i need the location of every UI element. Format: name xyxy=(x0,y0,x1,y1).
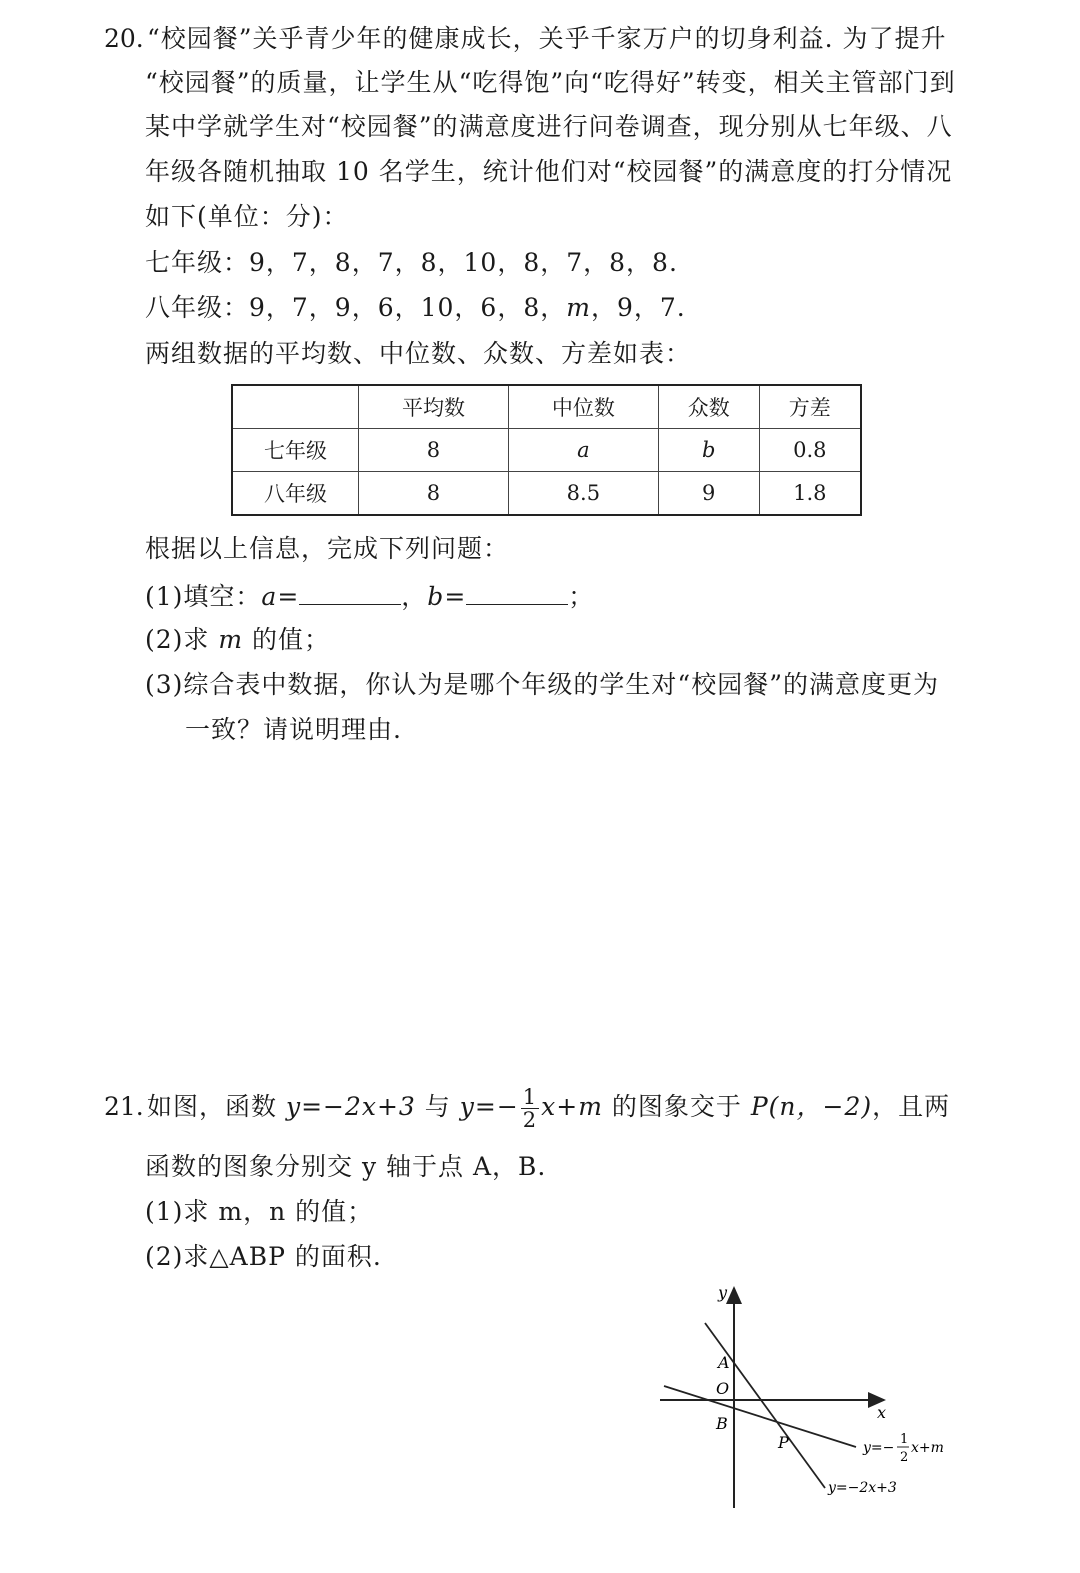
var-a: a xyxy=(261,582,278,611)
label-line2: y=−2x+3 xyxy=(828,1480,897,1496)
table-header-row xyxy=(232,385,861,429)
q21-number: 21. xyxy=(104,1092,144,1121)
q20-stem-line-4: 年级各随机抽取 10 名学生，统计他们对“校园餐”的满意度的打分情况 xyxy=(145,157,953,186)
fraction-numerator: 1 xyxy=(522,1085,538,1109)
table-cell: 1.8 xyxy=(759,472,861,516)
var-m: m xyxy=(218,625,244,654)
table-cell: 9 xyxy=(658,472,759,516)
table-header-cell: 中位数 xyxy=(508,385,658,429)
label-point-p: P xyxy=(778,1433,789,1452)
table-cell: 8.5 xyxy=(508,472,658,516)
table-header-cell xyxy=(232,385,359,429)
stats-table xyxy=(231,384,862,516)
label-line1-start: y=− xyxy=(863,1440,895,1456)
q20-number: 20. xyxy=(104,24,144,53)
function-graph-figure xyxy=(650,1280,970,1520)
q21-stem-line-2: 函数的图象分别交 y 轴于点 A，B. xyxy=(145,1152,547,1181)
table-cell: b xyxy=(658,429,759,472)
equation-2-end: x+m xyxy=(541,1092,603,1121)
table-row xyxy=(232,472,861,516)
label-line1-frac-den: 2 xyxy=(900,1450,909,1465)
table-cell: 七年级 xyxy=(232,429,359,472)
point-p: P(n，−2) xyxy=(750,1092,873,1121)
table-cell: 0.8 xyxy=(759,429,861,472)
q21-text-a: 如图，函数 xyxy=(147,1092,286,1121)
part3-line-2: 一致？请说明理由. xyxy=(185,715,402,744)
answer-blank-b[interactable] xyxy=(466,578,568,605)
answer-blank-a[interactable] xyxy=(299,578,401,605)
grade8-data-prefix: 八年级：9，7，9，6，10，6，8， xyxy=(145,293,567,322)
label-origin-o: O xyxy=(716,1379,730,1398)
label-line1-frac-num: 1 xyxy=(900,1432,909,1447)
q20-stem-line-2: “校园餐”的质量，让学生从“吃得饱”向“吃得好”转变，相关主管部门到 xyxy=(145,68,956,97)
table-cell: 8 xyxy=(359,429,509,472)
equals: = xyxy=(444,582,467,611)
grade8-data xyxy=(145,291,686,325)
part2 xyxy=(145,623,330,657)
table-row xyxy=(232,429,861,472)
q21-text-d: ，且两 xyxy=(872,1092,951,1121)
line-y-eq-neg-half-x-plus-m xyxy=(664,1386,856,1447)
instructions: 根据以上信息，完成下列问题： xyxy=(145,534,510,563)
fraction-one-half xyxy=(521,1086,539,1131)
table-header-cell: 众数 xyxy=(658,385,759,429)
q21-stem-line-1 xyxy=(147,1078,950,1136)
label-x-axis: x xyxy=(877,1403,887,1422)
table-cell: 8 xyxy=(359,472,509,516)
table-intro: 两组数据的平均数、中位数、众数、方差如表： xyxy=(145,339,692,368)
label-point-a: A xyxy=(718,1353,730,1372)
fraction-denominator: 2 xyxy=(522,1108,538,1132)
equals: = xyxy=(277,582,300,611)
q20-stem-line-5: 如下(单位：分)： xyxy=(145,202,349,231)
label-y-axis: y xyxy=(718,1283,728,1302)
part3-line-1: (3)综合表中数据，你认为是哪个年级的学生对“校园餐”的满意度更为 xyxy=(145,670,939,699)
grade8-data-suffix: ，9，7. xyxy=(590,293,686,322)
q20-stem-line-1: “校园餐”关乎青少年的健康成长，关乎千家万户的切身利益. 为了提升 xyxy=(147,24,947,53)
grade7-data: 七年级：9，7，8，7，8，10，8，7，8，8. xyxy=(145,248,678,277)
label-point-b: B xyxy=(716,1414,728,1433)
separator: ， xyxy=(401,582,428,611)
equation-2-start: y=− xyxy=(459,1092,519,1121)
var-b: b xyxy=(427,582,445,611)
q21-part2: (2)求△ABP 的面积. xyxy=(145,1242,382,1271)
q21-text-c: 的图象交于 xyxy=(602,1092,751,1121)
label-line1-end: x+m xyxy=(911,1440,944,1456)
part1-fill-blank xyxy=(145,578,594,614)
table-cell: 八年级 xyxy=(232,472,359,516)
table-header-cell: 平均数 xyxy=(359,385,509,429)
q21-part1: (1)求 m，n 的值； xyxy=(145,1197,374,1226)
q21-text-b: 与 xyxy=(415,1092,460,1121)
part1-prefix: (1)填空： xyxy=(145,582,262,611)
part2-suffix: 的值； xyxy=(243,625,331,654)
table-cell: a xyxy=(508,429,658,472)
part1-end: ； xyxy=(568,582,595,611)
q20-stem-line-3: 某中学就学生对“校园餐”的满意度进行问卷调查，现分别从七年级、八 xyxy=(145,112,953,141)
equation-1: y=−2x+3 xyxy=(285,1092,416,1121)
part2-prefix: (2)求 xyxy=(145,625,219,654)
grade8-data-m: m xyxy=(566,293,591,322)
table-header-cell: 方差 xyxy=(759,385,861,429)
